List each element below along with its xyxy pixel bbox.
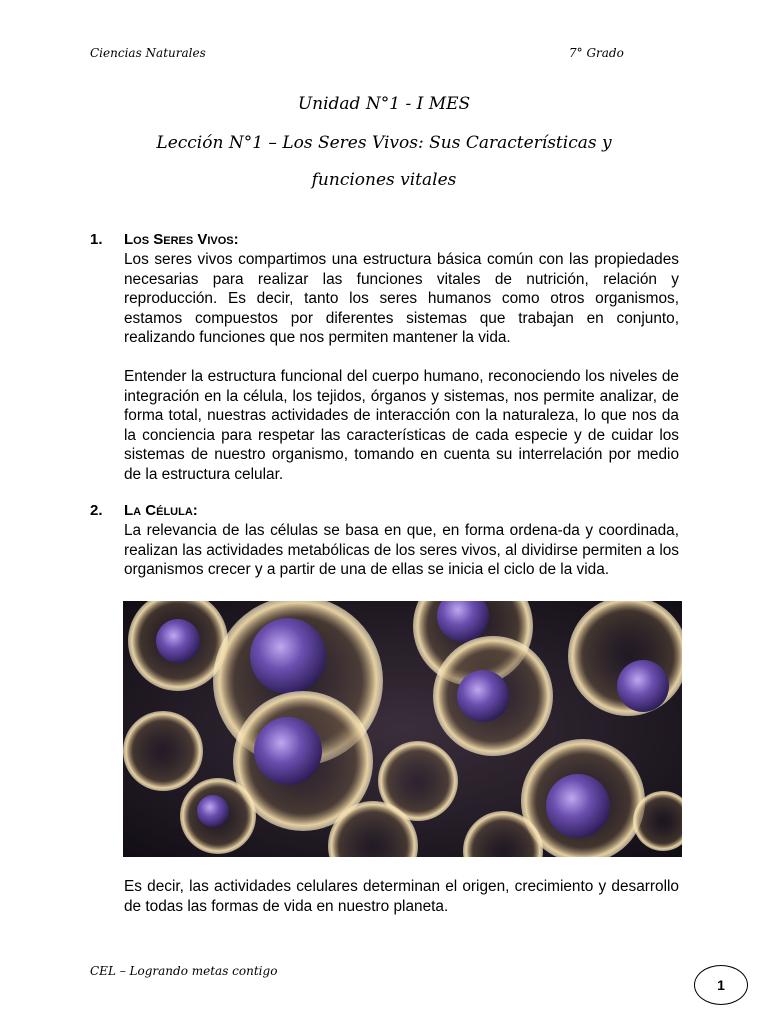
paragraph: La relevancia de las células se basa en que, en forma ordena-da y coordinada, realizan las actividades metabólicas de los seres vivos, al dividirse permiten a los organismos crecer y a partir de una de ellas se inicia el ciclo de la vida. [124,522,679,578]
paragraph: Entender la estructura funcional del cuerpo humano, reconociendo los niveles de integración en la célula, los tejidos, órganos y sistemas, nos permite analizar, de forma total, nuestras actividades de interacción con la naturaleza, lo que nos da la conciencia para respetar las características de cada especie y de cuidar los sistemas de nuestro organismo, tomando en cuenta su interrelación por medio de la estructura celular. [124,368,679,483]
section-heading: Los Seres Vivos: [124,231,239,248]
paragraph: Es decir, las actividades celulares determinan el origen, crecimiento y desarrollo de todas las formas de vida en nuestro planeta. [124,878,679,915]
unit-title: Unidad N°1 - I MES [297,94,471,114]
section-number: 2. [90,502,103,519]
section-number: 1. [90,231,103,248]
lesson-title-line1: Lección N°1 – Los Seres Vivos: Sus Características y [156,133,612,153]
paragraph: Los seres vivos compartimos una estructura básica común con las propiedades necesarias para realizar las funciones vitales de nutrición, relación y reproducción. Es decir, tanto los seres humanos como otros organismos, estamos compuestos por diferentes sistemas que trabajan en conjunto, realizando funciones que nos permiten mantener la vida. [124,251,679,346]
header-grade: 7° Grado [569,46,624,60]
cells-image [123,601,682,857]
lesson-title-line2: funciones vitales [311,170,457,190]
header-subject: Ciencias Naturales [90,46,206,60]
section-heading: La Célula: [124,502,198,519]
footer-text: CEL – Logrando metas contigo [90,964,278,978]
page-number: 1 [694,965,748,1005]
